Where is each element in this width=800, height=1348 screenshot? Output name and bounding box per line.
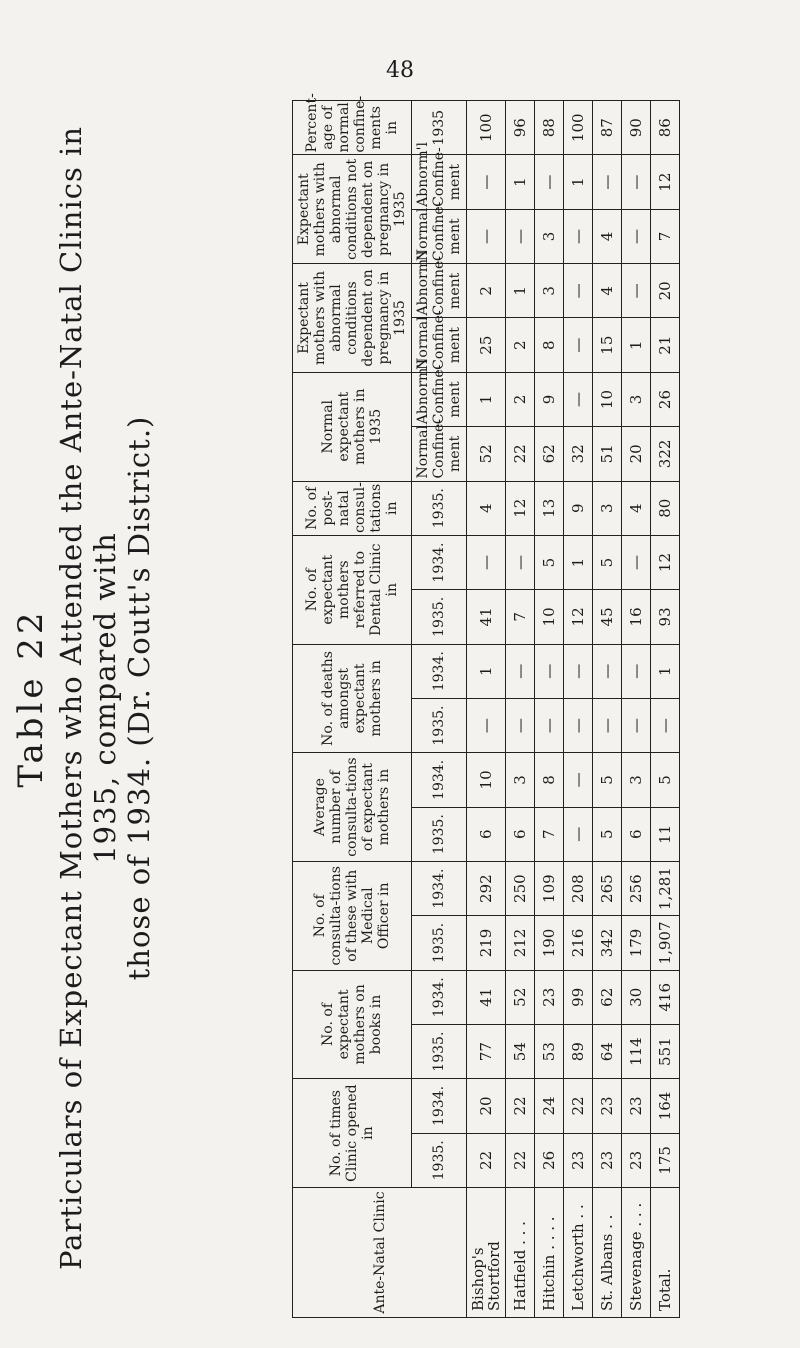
table-cell: —	[506, 209, 535, 263]
clinic-name: Hitchin . . . .	[535, 1188, 564, 1318]
table-cell: —	[535, 644, 564, 698]
subheader: 1935.	[412, 1024, 467, 1078]
header-normal-mothers: Normal expectant mothers in 1935	[293, 372, 412, 481]
subheader: Normal Confine-ment	[412, 427, 467, 481]
table-cell: 109	[535, 861, 564, 915]
total-cell: 175	[651, 1133, 680, 1187]
clinic-name: Hatfield . . .	[506, 1188, 535, 1318]
total-cell: 1,281	[651, 861, 680, 915]
table-cell: 32	[564, 427, 593, 481]
table-heading	[11, 108, 156, 1288]
page-number: 48	[386, 58, 414, 83]
table-cell: 87	[593, 101, 622, 155]
total-cell: 93	[651, 590, 680, 644]
table-cell: 22	[506, 1133, 535, 1187]
table-cell: 25	[467, 318, 506, 372]
subheader: 1934.	[412, 861, 467, 915]
header-percentage: Percent-age of normal confine-ments in	[293, 101, 412, 155]
subheader: Abnorm'l Confine-ment	[412, 155, 467, 209]
table-cell: —	[622, 155, 651, 209]
table-cell: —	[564, 318, 593, 372]
table-cell: 4	[467, 481, 506, 535]
table-cell: 4	[593, 209, 622, 263]
table-cell: 41	[467, 590, 506, 644]
table-cell: —	[593, 155, 622, 209]
table-cell: 88	[535, 101, 564, 155]
total-cell: 7	[651, 209, 680, 263]
total-label: Total.	[651, 1188, 680, 1318]
header-average: Average number of consulta-tions of expectant mothers in	[293, 753, 412, 862]
table-label: Table 22	[11, 608, 51, 788]
subheader-row	[412, 101, 467, 1318]
table-cell: 62	[593, 970, 622, 1024]
table-cell: —	[467, 698, 506, 752]
clinic-name: St. Albans . .	[593, 1188, 622, 1318]
table-cell: 53	[535, 1024, 564, 1078]
total-cell: 5	[651, 753, 680, 807]
table-cell: 342	[593, 916, 622, 970]
table-cell: —	[506, 698, 535, 752]
table-cell: —	[622, 698, 651, 752]
table-cell: 22	[467, 1133, 506, 1187]
table-cell: 3	[535, 209, 564, 263]
table-cell: 212	[506, 916, 535, 970]
subheader: 1934.	[412, 970, 467, 1024]
table-cell: 22	[506, 427, 535, 481]
clinic-name: Bishop's Stortford	[467, 1188, 506, 1318]
table-cell: 54	[506, 1024, 535, 1078]
table-cell: 23	[593, 1133, 622, 1187]
table-cell: 96	[506, 101, 535, 155]
subheader: 1934.	[412, 1079, 467, 1133]
total-cell: 1	[651, 644, 680, 698]
total-cell: 20	[651, 264, 680, 318]
table-cell: 12	[506, 481, 535, 535]
subheader: Abnorm'l Confine-ment	[412, 264, 467, 318]
table-cell: 1	[506, 264, 535, 318]
table-cell: 250	[506, 861, 535, 915]
table-cell: 292	[467, 861, 506, 915]
table-cell: 100	[564, 101, 593, 155]
table-cell: 265	[593, 861, 622, 915]
total-cell: —	[651, 698, 680, 752]
table-cell: 41	[467, 970, 506, 1024]
table-cell: —	[467, 155, 506, 209]
table-row	[467, 101, 506, 1318]
table-cell: 219	[467, 916, 506, 970]
table-cell: —	[564, 644, 593, 698]
clinic-name: Stevenage . . .	[622, 1188, 651, 1318]
table-row	[593, 101, 622, 1318]
total-cell: 322	[651, 427, 680, 481]
table-cell: 24	[535, 1079, 564, 1133]
table-cell: 5	[593, 753, 622, 807]
table-cell: 4	[593, 264, 622, 318]
rotated-table-sheet	[0, 68, 800, 1348]
table-cell: 208	[564, 861, 593, 915]
total-cell: 11	[651, 807, 680, 861]
table-cell: 216	[564, 916, 593, 970]
total-cell: 12	[651, 535, 680, 589]
total-cell: 86	[651, 101, 680, 155]
table-cell: 10	[593, 372, 622, 426]
table-cell: 13	[535, 481, 564, 535]
table-cell: 2	[467, 264, 506, 318]
subheader: 1934.	[412, 644, 467, 698]
table-cell: —	[535, 155, 564, 209]
total-cell: 12	[651, 155, 680, 209]
total-row	[651, 101, 680, 1318]
table-cell: 1	[622, 318, 651, 372]
header-dental: No. of expectant mothers referred to Dental Clinic in	[293, 535, 412, 644]
table-cell: 6	[506, 807, 535, 861]
table-cell: 51	[593, 427, 622, 481]
header-consultations: No. of consulta-tions of these with Medical Officer in	[293, 861, 412, 970]
table-cell: —	[622, 209, 651, 263]
table-cell: 26	[535, 1133, 564, 1187]
table-row	[564, 101, 593, 1318]
table-cell: —	[564, 698, 593, 752]
table-cell: 179	[622, 916, 651, 970]
table-cell: 23	[535, 970, 564, 1024]
table-cell: 1	[564, 535, 593, 589]
subheader: 1935.	[412, 916, 467, 970]
table-cell: 3	[506, 753, 535, 807]
total-cell: 416	[651, 970, 680, 1024]
table-cell: 1	[564, 155, 593, 209]
table-cell: 190	[535, 916, 564, 970]
heading-line-1: Particulars of Expectant Mothers who Attended the Ante-Natal Clinics in 1935, compared with	[54, 125, 122, 1271]
table-cell: 3	[593, 481, 622, 535]
table-cell: —	[564, 753, 593, 807]
subheader: 1935.	[412, 590, 467, 644]
table-cell: —	[593, 644, 622, 698]
table-wrapper	[292, 93, 680, 1318]
table-cell: 12	[564, 590, 593, 644]
table-cell: —	[506, 644, 535, 698]
table-cell: 5	[593, 807, 622, 861]
table-row	[535, 101, 564, 1318]
table-cell: 4	[622, 481, 651, 535]
subheader: 1935.	[412, 698, 467, 752]
table-cell: 10	[535, 590, 564, 644]
table-cell: 52	[506, 970, 535, 1024]
table-cell: 20	[622, 427, 651, 481]
table-body	[467, 101, 680, 1318]
subheader: 1935.	[412, 807, 467, 861]
table-row	[622, 101, 651, 1318]
table-cell: —	[564, 372, 593, 426]
table-cell: 5	[593, 535, 622, 589]
subheader: Abnorm'l Confine-ment	[412, 372, 467, 426]
table-cell: 23	[593, 1079, 622, 1133]
heading-line-2: those of 1934. (Dr. Coutt's District.)	[122, 415, 156, 981]
subheader: 1935.	[412, 1133, 467, 1187]
table-cell: 2	[506, 372, 535, 426]
total-cell: 1,907	[651, 916, 680, 970]
table-cell: 9	[564, 481, 593, 535]
table-cell: 7	[506, 590, 535, 644]
table-cell: 62	[535, 427, 564, 481]
table-cell: 3	[622, 753, 651, 807]
table-cell: —	[535, 698, 564, 752]
header-on-books: No. of expectant mothers on books in	[293, 970, 412, 1079]
table-cell: 7	[535, 807, 564, 861]
subheader: 1935	[412, 101, 467, 155]
table-cell: 90	[622, 101, 651, 155]
header-deaths: No. of deaths amongst expectant mothers in	[293, 644, 412, 753]
table-cell: 52	[467, 427, 506, 481]
table-cell: 6	[467, 807, 506, 861]
table-cell: 1	[467, 372, 506, 426]
table-cell: 30	[622, 970, 651, 1024]
subheader: 1934.	[412, 535, 467, 589]
table-cell: 15	[593, 318, 622, 372]
table-cell: —	[622, 644, 651, 698]
table-cell: —	[467, 209, 506, 263]
header-abnormal-not-dependent: Expectant mothers with abnormal conditions not dependent on pregnancy in 1935	[293, 155, 412, 264]
table-cell: 23	[622, 1079, 651, 1133]
table-cell: 64	[593, 1024, 622, 1078]
table-cell: 22	[564, 1079, 593, 1133]
total-cell: 80	[651, 481, 680, 535]
header-times-opened: No. of times Clinic opened in	[293, 1079, 412, 1188]
table-cell: 8	[535, 318, 564, 372]
table-cell: —	[564, 807, 593, 861]
table-cell: 23	[622, 1133, 651, 1187]
table-cell: 45	[593, 590, 622, 644]
table-cell: 23	[564, 1133, 593, 1187]
table-cell: 99	[564, 970, 593, 1024]
header-abnormal-dependent: Expectant mothers with abnormal conditions dependent on pregnancy in 1935	[293, 264, 412, 373]
table-cell: 8	[535, 753, 564, 807]
table-cell: 9	[535, 372, 564, 426]
table-cell: 100	[467, 101, 506, 155]
subheader: Normal Confine-ment	[412, 318, 467, 372]
table-cell: —	[622, 264, 651, 318]
table-cell: —	[564, 209, 593, 263]
table-cell: 256	[622, 861, 651, 915]
subheader: 1935.	[412, 481, 467, 535]
table-cell: 1	[467, 644, 506, 698]
table-cell: 16	[622, 590, 651, 644]
particulars-table	[292, 93, 680, 1318]
table-cell: 2	[506, 318, 535, 372]
table-cell: 5	[535, 535, 564, 589]
clinic-name: Letchworth . .	[564, 1188, 593, 1318]
table-cell: 22	[506, 1079, 535, 1133]
table-cell: —	[506, 535, 535, 589]
table-cell: 6	[622, 807, 651, 861]
table-cell: 3	[535, 264, 564, 318]
table-cell: 1	[506, 155, 535, 209]
table-cell: 77	[467, 1024, 506, 1078]
table-cell: —	[564, 264, 593, 318]
total-cell: 164	[651, 1079, 680, 1133]
table-row	[506, 101, 535, 1318]
header-clinic: Ante-Natal Clinic	[293, 1188, 467, 1318]
table-cell: 114	[622, 1024, 651, 1078]
table-cell: 89	[564, 1024, 593, 1078]
table-cell: 10	[467, 753, 506, 807]
total-cell: 21	[651, 318, 680, 372]
table-cell: —	[467, 535, 506, 589]
subheader: Normal Confine-ment	[412, 209, 467, 263]
table-cell: 3	[622, 372, 651, 426]
table-cell: 20	[467, 1079, 506, 1133]
header-post-natal: No. of post-natal consul-tations in	[293, 481, 412, 535]
total-cell: 26	[651, 372, 680, 426]
table-cell: —	[622, 535, 651, 589]
group-header-row	[293, 101, 412, 1318]
subheader: 1934.	[412, 753, 467, 807]
table-cell: —	[593, 698, 622, 752]
total-cell: 551	[651, 1024, 680, 1078]
